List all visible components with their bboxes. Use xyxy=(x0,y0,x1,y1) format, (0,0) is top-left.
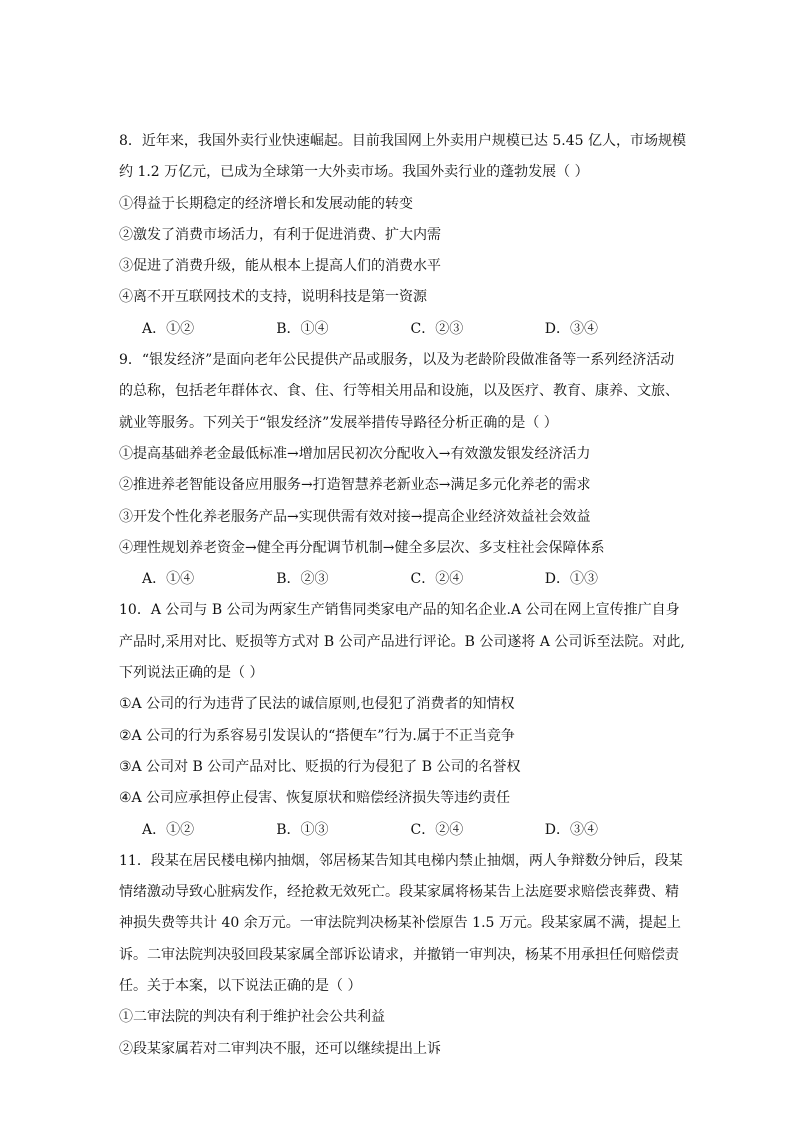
question-stem-line: 就业等服务。下列关于“银发经济”发展举措传导路径分析正确的是（ ） xyxy=(119,414,558,431)
statement: ②激发了消费市场活力，有利于促进消费、扩大内需 xyxy=(119,226,441,243)
question-stem-line: 任。关于本案，以下说法正确的是（ ） xyxy=(119,978,362,995)
option-b: B．②③ xyxy=(276,571,329,588)
statement: ③促进了消费升级，能从根本上提高人们的消费水平 xyxy=(119,258,441,275)
option-d: D．①③ xyxy=(544,571,598,588)
question-stem-line: 诉。二审法院判决驳回段某家属全部诉讼请求，并撤销一审判决，杨某不用承担任何赔偿责 xyxy=(119,946,679,963)
statement: ④离不开互联网技术的支持，说明科技是第一资源 xyxy=(119,289,427,306)
statement: ④A 公司应承担停止侵害、恢复原状和赔偿经济损失等违约责任 xyxy=(119,790,511,807)
question-list xyxy=(119,126,686,1065)
option-b: B．①④ xyxy=(276,320,329,337)
answer-options xyxy=(119,815,679,846)
question-stem-line: 情绪激动导致心脏病发作，经抢救无效死亡。段某家属将杨某告上法庭要求赔偿丧葬费、精 xyxy=(119,884,679,901)
option-c: C．②④ xyxy=(410,821,464,838)
question-stem-line: 8．近年来，我国外卖行业快速崛起。目前我国网上外卖用户规模已达 5.45 亿人，市场规模 xyxy=(119,133,686,149)
statement: ②段某家属若对二审判决不服，还可以继续提出上诉 xyxy=(119,1040,441,1057)
question-stem-line: 神损失费等共计 40 余万元。一审法院判决杨某补偿原告 1.5 万元。段某家属不满，提起上 xyxy=(119,915,681,932)
statement: ①提高基础养老金最低标准→增加居民初次分配收入→有效激发银发经济活力 xyxy=(119,445,591,462)
question-9 xyxy=(119,345,679,595)
option-a: A．①④ xyxy=(142,571,195,588)
answer-options xyxy=(119,564,679,595)
option-a: A．①② xyxy=(142,320,195,337)
option-b: B．①③ xyxy=(276,821,329,838)
question-8 xyxy=(119,126,686,345)
question-stem-line: 9．“银发经济”是面向老年公民提供产品或服务，以及为老龄阶段做准备等一系列经济活动 xyxy=(119,352,675,369)
statement: ①A 公司的行为违背了民法的诚信原则,也侵犯了消费者的知情权 xyxy=(119,696,515,713)
option-a: A．①② xyxy=(142,821,195,838)
question-stem-line: 的总称，包括老年群体衣、食、住、行等相关用品和设施，以及医疗、教育、康养、文旅、 xyxy=(119,383,679,400)
statement: ④理性规划养老资金→健全再分配调节机制→健全多层次、多支柱社会保障体系 xyxy=(119,539,605,556)
statement: ②推进养老智能设备应用服务→打造智慧养老新业态→满足多元化养老的需求 xyxy=(119,477,591,494)
question-11 xyxy=(119,846,683,1065)
question-stem-line: 10．A 公司与 B 公司为两家生产销售同类家电产品的知名企业.A 公司在网上宣传推广自身 xyxy=(119,602,680,619)
statement: ③A 公司对 B 公司产品对比、贬损的行为侵犯了 B 公司的名誉权 xyxy=(119,758,521,775)
option-d: D．③④ xyxy=(544,821,598,838)
question-stem-line: 11．段某在居民楼电梯内抽烟，邻居杨某告知其电梯内禁止抽烟，两人争辩数分钟后，段某 xyxy=(119,852,683,869)
option-c: C．②④ xyxy=(410,571,464,588)
question-stem-line: 约 1.2 万亿元，已成为全球第一大外卖市场。我国外卖行业的蓬勃发展（ ） xyxy=(119,164,589,181)
option-c: C．②③ xyxy=(410,320,464,337)
statement: ②A 公司的行为系容易引发误认的“搭便车”行为.属于不正当竞争 xyxy=(119,727,515,744)
question-stem-line: 产品时,采用对比、贬损等方式对 B 公司产品进行评论。B 公司遂将 A 公司诉至法院。对此, xyxy=(119,633,685,650)
question-10 xyxy=(119,595,685,845)
statement: ③开发个性化养老服务产品→实现供需有效对接→提高企业经济效益社会效益 xyxy=(119,508,591,525)
option-d: D．③④ xyxy=(544,320,598,337)
statement: ①得益于长期稳定的经济增长和发展动能的转变 xyxy=(119,195,413,212)
statement: ①二审法院的判决有利于维护社会公共利益 xyxy=(119,1009,385,1026)
question-stem-line: 下列说法正确的是（ ） xyxy=(119,665,264,682)
answer-options xyxy=(119,314,679,345)
